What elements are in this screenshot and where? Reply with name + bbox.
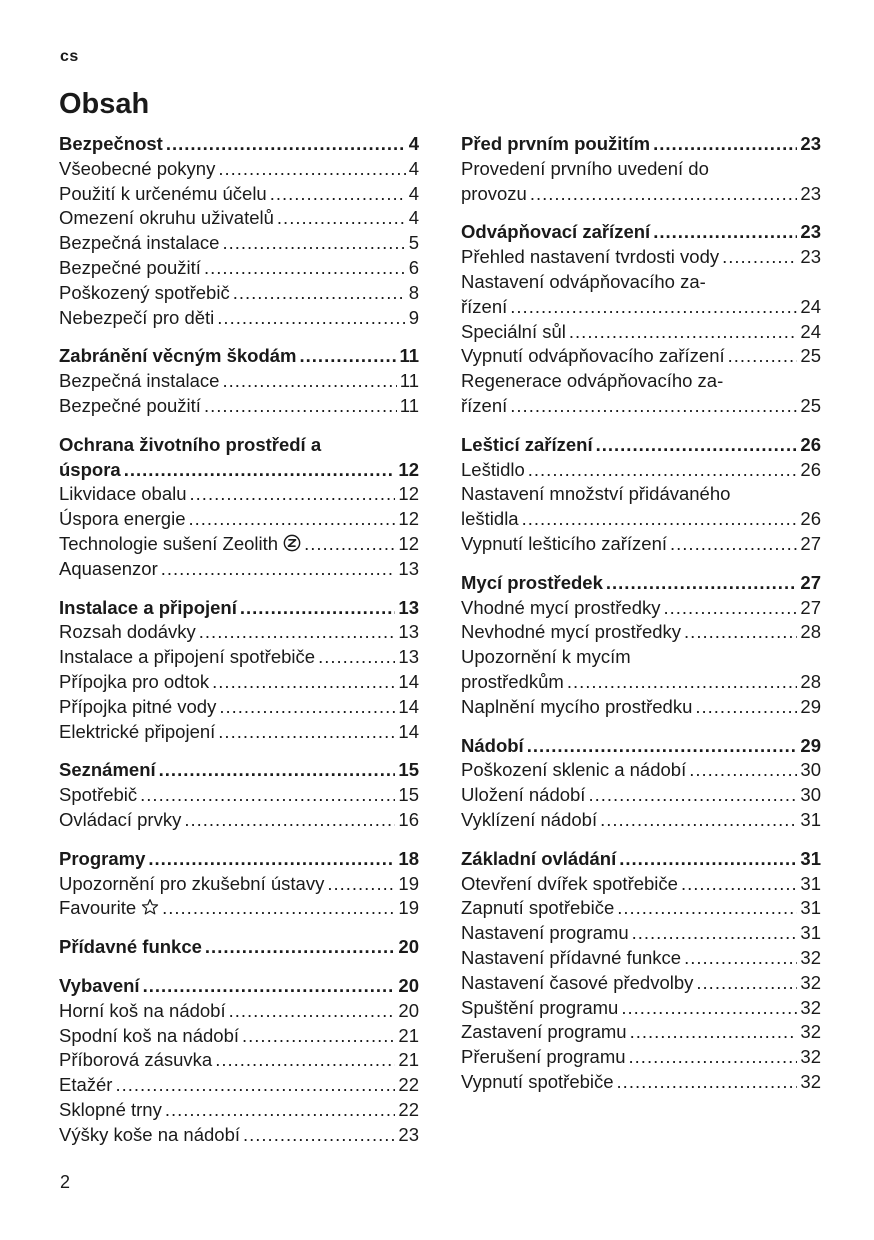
toc-page-number: 27 — [800, 532, 821, 554]
leader-dots — [596, 433, 798, 458]
toc-page-number: 25 — [800, 345, 821, 367]
toc-entry-title: Přerušení programu — [461, 1046, 626, 1068]
toc-column-left — [59, 132, 419, 1161]
toc-entry-likvidace-obalu[interactable] — [59, 482, 419, 507]
toc-entry-title: Vypnutí odvápňovacího zařízení — [461, 345, 725, 367]
toc-page-number: 4 — [408, 157, 419, 179]
toc-page-number: 32 — [800, 1046, 821, 1068]
toc-entry-prehled-nastaveni-tvrdosti-vody[interactable] — [461, 245, 821, 270]
leader-dots — [218, 720, 395, 745]
leader-dots — [162, 896, 395, 921]
language-code: cs — [60, 48, 79, 65]
toc-entry-title: Zabránění věcným škodám — [59, 345, 297, 367]
leader-dots — [222, 231, 405, 256]
toc-page-number: 19 — [398, 872, 419, 894]
toc-entry-title: Omezení okruhu uživatelů — [59, 207, 274, 229]
leader-dots — [215, 1048, 395, 1073]
toc-entry-title-line1: Regenerace odvápňovacího za- — [461, 370, 724, 392]
toc-entry-title: Bezpečné použití — [59, 394, 201, 416]
toc-page-number: 21 — [398, 1024, 419, 1046]
toc-entry-title: Aquasenzor — [59, 557, 158, 579]
toc-entry-lestidla[interactable] — [461, 482, 821, 532]
toc-page-number: 25 — [800, 394, 821, 416]
toc-entry-elektricke-pripojeni[interactable] — [59, 720, 419, 745]
toc-column-right — [461, 132, 821, 1109]
toc-entry-zastaveni-programu[interactable] — [461, 1020, 821, 1045]
toc-page-number: 15 — [398, 759, 419, 781]
leader-dots — [684, 620, 797, 645]
toc-entry-uspora-energie[interactable] — [59, 507, 419, 532]
leader-dots — [510, 394, 797, 419]
leader-dots — [617, 896, 797, 921]
toc-page-number: 31 — [800, 872, 821, 894]
toc-entry-title: Vyklízení nádobí — [461, 808, 598, 830]
toc-entry-pouziti-k-urcenemu-ucelu[interactable] — [59, 182, 419, 207]
toc-page-number: 20 — [398, 974, 419, 996]
leader-dots — [619, 847, 797, 872]
toc-entry-provozu[interactable] — [461, 157, 821, 207]
toc-page-number: 24 — [800, 320, 821, 342]
toc-section — [461, 734, 821, 833]
toc-page-number: 23 — [800, 221, 821, 243]
leader-dots — [629, 1045, 798, 1070]
toc-entry-title: Poškozený spotřebič — [59, 281, 230, 303]
toc-page-number: 27 — [800, 596, 821, 618]
leader-dots — [212, 670, 395, 695]
toc-entry-title: Úspora energie — [59, 508, 186, 530]
toc-entry-title: Základní ovládání — [461, 847, 617, 869]
leader-dots — [304, 532, 395, 557]
leader-dots — [569, 320, 798, 345]
toc-page-number: 14 — [398, 695, 419, 717]
toc-page-number: 8 — [408, 281, 419, 303]
toc-entry-title: Přehled nastavení tvrdosti vody — [461, 246, 720, 268]
toc-page-number: 14 — [398, 720, 419, 742]
toc-entry-zapnuti-spotrebice[interactable] — [461, 896, 821, 921]
leader-dots — [270, 182, 406, 207]
toc-entry-title: Bezpečná instalace — [59, 232, 220, 254]
toc-entry-title: Rozsah dodávky — [59, 621, 196, 643]
leader-dots — [600, 808, 797, 833]
leader-dots — [165, 1098, 396, 1123]
toc-entry-title: Vypnutí spotřebiče — [461, 1070, 614, 1092]
toc-page-number: 4 — [408, 133, 419, 154]
toc-page-number: 31 — [800, 922, 821, 944]
toc-entry-title: Nastavení programu — [461, 922, 629, 944]
toc-page-number: 23 — [398, 1123, 419, 1145]
toc-heading-vybaveni[interactable] — [59, 974, 419, 999]
toc-page-number: 32 — [800, 1070, 821, 1092]
toc-page-number: 26 — [800, 508, 821, 530]
toc-entry-title: Před prvním použitím — [461, 133, 651, 154]
toc-entry-bezpecna-instalace[interactable] — [59, 369, 419, 394]
toc-page-number: 13 — [398, 621, 419, 643]
toc-entry-vysky-kose-na-nadobi[interactable] — [59, 1123, 419, 1148]
toc-entry-title: Zastavení programu — [461, 1021, 627, 1043]
toc-entry-title: Technologie sušení Zeolith — [59, 532, 279, 554]
leader-dots — [242, 1024, 395, 1049]
toc-entry-title: Upozornění pro zkušební ústavy — [59, 872, 325, 894]
toc-entry-title: Ovládací prvky — [59, 808, 182, 830]
toc-page-number: 30 — [800, 759, 821, 781]
toc-entry-title: Vybavení — [59, 974, 140, 996]
toc-entry-nevhodne-myci-prostredky[interactable] — [461, 620, 821, 645]
toc-entry-title: Přípojka pitné vody — [59, 695, 217, 717]
toc-entry-title: Likvidace obalu — [59, 483, 187, 505]
toc-entry-title: Etažér — [59, 1074, 113, 1096]
toc-entry-title: Otevření dvířek spotřebiče — [461, 872, 678, 894]
toc-page-number: 13 — [398, 596, 419, 618]
toc-entry-title: Přídavné funkce — [59, 936, 202, 958]
toc-page-number: 6 — [408, 256, 419, 278]
toc-entry-nastaveni-pridavne-funkce[interactable] — [461, 946, 821, 971]
leader-dots — [728, 344, 798, 369]
toc-entry-title-line1: Ochrana životního prostředí a — [59, 433, 322, 455]
toc-entry-technologie-suseni-zeolith[interactable] — [59, 532, 419, 557]
toc-page-number: 29 — [800, 695, 821, 717]
leader-dots — [510, 295, 797, 320]
leader-dots — [522, 507, 798, 532]
toc-entry-title: Uložení nádobí — [461, 784, 586, 806]
toc-page-number: 15 — [398, 784, 419, 806]
toc-entry-sklopne-trny[interactable] — [59, 1098, 419, 1123]
toc-entry-title: Zapnutí spotřebiče — [461, 897, 615, 919]
toc-entry-title-line1: Upozornění k mycím — [461, 646, 631, 668]
toc-entry-title: Spodní koš na nádobí — [59, 1024, 240, 1046]
toc-entry-title: řízení — [461, 295, 508, 317]
toc-section — [59, 433, 419, 582]
leader-dots — [205, 935, 396, 960]
toc-entry-title: Příborová zásuvka — [59, 1049, 213, 1071]
toc-page-number: 14 — [398, 670, 419, 692]
toc-entry-title: řízení — [461, 394, 508, 416]
toc-page-number: 5 — [408, 232, 419, 254]
toc-entry-title-line1: Provedení prvního uvedení do — [461, 157, 709, 179]
toc-entry-rozsah-dodavky[interactable] — [59, 620, 419, 645]
toc-page-number: 28 — [800, 621, 821, 643]
toc-page-number: 32 — [800, 946, 821, 968]
toc-page-number: 30 — [800, 784, 821, 806]
toc-section — [59, 847, 419, 921]
page-title: Obsah — [59, 88, 150, 120]
toc-page-number: 29 — [800, 734, 821, 756]
toc-entry-nebezpeci-pro-deti[interactable] — [59, 306, 419, 331]
toc-entry-otevreni-dvirek-spotrebice[interactable] — [461, 872, 821, 897]
toc-page-number: 28 — [800, 670, 821, 692]
toc-page-number: 19 — [398, 897, 419, 919]
toc-page-number: 11 — [399, 345, 419, 367]
toc-entry-title: Lešticí zařízení — [461, 433, 593, 455]
leader-dots — [617, 1070, 798, 1095]
leader-dots — [233, 281, 406, 306]
leader-dots — [189, 507, 396, 532]
toc-page-number: 26 — [800, 433, 821, 455]
toc-entry-title: Bezpečnost — [59, 133, 163, 154]
toc-heading-nadobi[interactable] — [461, 734, 821, 759]
toc-entry-horni-kos-na-nadobi[interactable] — [59, 999, 419, 1024]
toc-entry-bezpecne-pouziti[interactable] — [59, 256, 419, 281]
leader-dots — [277, 206, 406, 231]
toc-page-number: 12 — [398, 532, 419, 554]
toc-page-number: 11 — [399, 394, 419, 416]
toc-entry-vypnuti-spotrebice[interactable] — [461, 1070, 821, 1095]
toc-entry-ovladaci-prvky[interactable] — [59, 808, 419, 833]
leader-dots — [653, 220, 797, 245]
toc-entry-title: prostředkům — [461, 670, 564, 692]
toc-heading-pridavne-funkce[interactable] — [59, 935, 419, 960]
toc-section — [59, 596, 419, 745]
toc-entry-spusteni-programu[interactable] — [461, 996, 821, 1021]
toc-section — [461, 847, 821, 1095]
toc-entry-title: Seznámení — [59, 759, 156, 781]
toc-heading-zakladni-ovladani[interactable] — [461, 847, 821, 872]
toc-page-number: 31 — [800, 847, 821, 869]
toc-page-number: 24 — [800, 295, 821, 317]
leader-dots — [218, 157, 405, 182]
leader-dots — [653, 132, 797, 157]
toc-page-number: 9 — [408, 306, 419, 328]
toc-entry-title: Elektrické připojení — [59, 720, 216, 742]
toc-entry-title: úspora — [59, 458, 121, 480]
toc-heading-pred-prvnim-pouzitim[interactable] — [461, 132, 821, 157]
toc-entry-aquasenzor[interactable] — [59, 557, 419, 582]
toc-entry-pripojka-pro-odtok[interactable] — [59, 670, 419, 695]
toc-page-number: 32 — [800, 996, 821, 1018]
toc-section — [59, 132, 419, 330]
toc-entry-title: Bezpečné použití — [59, 256, 201, 278]
leader-dots — [217, 306, 405, 331]
toc-entry-title: Nevhodné mycí prostředky — [461, 621, 682, 643]
toc-heading-instalace-a-pripojeni[interactable] — [59, 596, 419, 621]
toc-entry-bezpecna-instalace[interactable] — [59, 231, 419, 256]
toc-page-number: 26 — [800, 458, 821, 480]
toc-page-number: 11 — [399, 370, 419, 392]
toc-section — [461, 132, 821, 206]
leader-dots — [670, 532, 797, 557]
toc-entry-ulozeni-nadobi[interactable] — [461, 783, 821, 808]
toc-page-number: 4 — [408, 182, 419, 204]
toc-entry-title-line1: Nastavení odvápňovacího za- — [461, 270, 706, 292]
toc-page-number: 12 — [398, 458, 419, 480]
toc-heading-zabraneni-vecnym-skodam[interactable] — [59, 344, 419, 369]
toc-section — [59, 974, 419, 1148]
toc-heading-bezpecnost[interactable] — [59, 132, 419, 157]
toc-page-number: 32 — [800, 971, 821, 993]
toc-entry-title: leštidla — [461, 508, 519, 530]
toc-entry-etazer[interactable] — [59, 1073, 419, 1098]
leader-dots — [632, 921, 798, 946]
toc-page-number: 12 — [398, 483, 419, 505]
leader-dots — [204, 256, 406, 281]
toc-entry-title: Nebezpečí pro děti — [59, 306, 215, 328]
toc-page-number: 23 — [800, 182, 821, 204]
leader-dots — [681, 872, 797, 897]
toc-page-number: 31 — [800, 808, 821, 830]
leader-dots — [663, 596, 797, 621]
toc-entry-title: Nastavení přídavné funkce — [461, 946, 682, 968]
toc-entry-vypnuti-odvapnovaciho-zarizeni[interactable] — [461, 344, 821, 369]
toc-page-number: 16 — [398, 808, 419, 830]
toc-entry-vypnuti-lesticiho-zarizeni[interactable] — [461, 532, 821, 557]
toc-page-number: 23 — [800, 246, 821, 268]
toc-entry-title: Mycí prostředek — [461, 571, 603, 593]
toc-entry-title-line1: Nastavení množství přidávaného — [461, 483, 731, 505]
toc-entry-naplneni-myciho-prostredku[interactable] — [461, 695, 821, 720]
page-number: 2 — [60, 1172, 71, 1192]
toc-entry-title: Leštidlo — [461, 458, 525, 480]
toc-heading-odvapnovaci-zarizeni[interactable] — [461, 220, 821, 245]
toc-page-number: 13 — [398, 646, 419, 668]
toc-entry-lestidlo[interactable] — [461, 458, 821, 483]
leader-dots — [115, 1073, 395, 1098]
leader-dots — [327, 872, 395, 897]
toc-entry-title: Všeobecné pokyny — [59, 157, 216, 179]
leader-dots — [161, 557, 396, 582]
leader-dots — [229, 999, 396, 1024]
leader-dots — [630, 1020, 798, 1045]
toc-page-number: 32 — [800, 1021, 821, 1043]
toc-entry-title: Bezpečná instalace — [59, 370, 220, 392]
toc-page-number: 18 — [398, 847, 419, 869]
toc-entry-title: Spotřebič — [59, 784, 138, 806]
toc-page-number: 4 — [408, 207, 419, 229]
leader-dots — [567, 670, 798, 695]
leader-dots — [696, 971, 797, 996]
toc-entry-title: Nádobí — [461, 734, 524, 756]
leader-dots — [204, 394, 397, 419]
leader-dots — [527, 734, 798, 759]
toc-entry-title: Spuštění programu — [461, 996, 619, 1018]
toc-page-number: 12 — [398, 508, 419, 530]
leader-dots — [159, 758, 396, 783]
toc-entry-spotrebic[interactable] — [59, 783, 419, 808]
toc-entry-title: Instalace a připojení — [59, 596, 237, 618]
toc-page-number: 22 — [398, 1074, 419, 1096]
toc-entry-vyklizeni-nadobi[interactable] — [461, 808, 821, 833]
leader-dots — [148, 847, 395, 872]
toc-entry-rizeni[interactable] — [461, 270, 821, 320]
leader-dots — [588, 783, 797, 808]
toc-entry-prostredkum[interactable] — [461, 645, 821, 695]
leader-dots — [606, 571, 798, 596]
toc-section — [59, 758, 419, 832]
toc-entry-title: Odvápňovací zařízení — [461, 221, 651, 243]
toc-entry-priborova-zasuvka[interactable] — [59, 1048, 419, 1073]
toc-entry-title: Instalace a připojení spotřebiče — [59, 646, 316, 668]
toc-section — [461, 220, 821, 418]
leader-dots — [190, 482, 396, 507]
toc-page-number: 23 — [800, 133, 821, 154]
toc-entry-title: Přípojka pro odtok — [59, 670, 210, 692]
toc-entry-title: Favourite — [59, 897, 137, 919]
toc-entry-title: Nastavení časové předvolby — [461, 971, 694, 993]
toc-entry-title: Poškození sklenic a nádobí — [461, 759, 687, 781]
star-icon — [141, 898, 159, 916]
toc-page-number: 20 — [398, 999, 419, 1021]
leader-dots — [318, 645, 395, 670]
toc-heading-myci-prostredek[interactable] — [461, 571, 821, 596]
toc-heading-lestici-zarizeni[interactable] — [461, 433, 821, 458]
toc-entry-title: Horní koš na nádobí — [59, 999, 226, 1021]
toc-section — [461, 433, 821, 557]
leader-dots — [124, 458, 396, 483]
leader-dots — [222, 369, 396, 394]
leader-dots — [219, 695, 395, 720]
toc-heading-uspora[interactable] — [59, 433, 419, 483]
toc-page-number: 22 — [398, 1098, 419, 1120]
toc-heading-programy[interactable] — [59, 847, 419, 872]
toc-entry-title: Vypnutí lešticího zařízení — [461, 532, 668, 554]
toc-section — [59, 344, 419, 418]
leader-dots — [240, 596, 396, 621]
toc-entry-vseobecne-pokyny[interactable] — [59, 157, 419, 182]
toc-page-number: 27 — [800, 571, 821, 593]
toc-entry-poskozeny-spotrebic[interactable] — [59, 281, 419, 306]
toc-section — [461, 571, 821, 720]
leader-dots — [621, 996, 797, 1021]
toc-entry-rizeni[interactable] — [461, 369, 821, 419]
toc-entry-title: provozu — [461, 182, 527, 204]
leader-dots — [143, 974, 396, 999]
toc-entry-omezeni-okruhu-uzivatelu[interactable] — [59, 206, 419, 231]
toc-page-number: 20 — [398, 936, 419, 958]
toc-entry-upozorneni-pro-zkusebni-ustavy[interactable] — [59, 872, 419, 897]
leader-dots — [140, 783, 395, 808]
toc-entry-title: Vhodné mycí prostředky — [461, 596, 661, 618]
toc-entry-nastaveni-casove-predvolby[interactable] — [461, 971, 821, 996]
toc-entry-preruseni-programu[interactable] — [461, 1045, 821, 1070]
toc-entry-title: Výšky koše na nádobí — [59, 1123, 240, 1145]
leader-dots — [695, 695, 797, 720]
toc-page-number: 31 — [800, 897, 821, 919]
leader-dots — [184, 808, 395, 833]
toc-entry-title: Použití k určenému účelu — [59, 182, 267, 204]
leader-dots — [722, 245, 797, 270]
toc-entry-poskozeni-sklenic-a-nadobi[interactable] — [461, 758, 821, 783]
leader-dots — [243, 1123, 395, 1148]
leader-dots — [530, 182, 798, 207]
toc-entry-instalace-a-pripojeni-spotrebice[interactable] — [59, 645, 419, 670]
leader-dots — [689, 758, 797, 783]
toc-page-number: 13 — [398, 557, 419, 579]
toc-entry-title: Speciální sůl — [461, 320, 566, 342]
toc-section — [59, 935, 419, 960]
leader-dots — [684, 946, 797, 971]
toc-entry-spodni-kos-na-nadobi[interactable] — [59, 1024, 419, 1049]
toc-entry-specialni-sul[interactable] — [461, 320, 821, 345]
leader-dots — [528, 458, 798, 483]
toc-entry-title: Sklopné trny — [59, 1098, 162, 1120]
toc-entry-vhodne-myci-prostredky[interactable] — [461, 596, 821, 621]
leader-dots — [300, 344, 397, 369]
toc-entry-pripojka-pitne-vody[interactable] — [59, 695, 419, 720]
toc-entry-title: Programy — [59, 847, 146, 869]
leader-dots — [166, 132, 406, 157]
zeolith-icon — [283, 534, 301, 552]
leader-dots — [199, 620, 396, 645]
toc-entry-bezpecne-pouziti[interactable] — [59, 394, 419, 419]
toc-entry-favourite[interactable] — [59, 896, 419, 921]
toc-entry-nastaveni-programu[interactable] — [461, 921, 821, 946]
toc-page-number: 21 — [398, 1049, 419, 1071]
toc-entry-title: Naplnění mycího prostředku — [461, 695, 693, 717]
toc-heading-seznameni[interactable] — [59, 758, 419, 783]
